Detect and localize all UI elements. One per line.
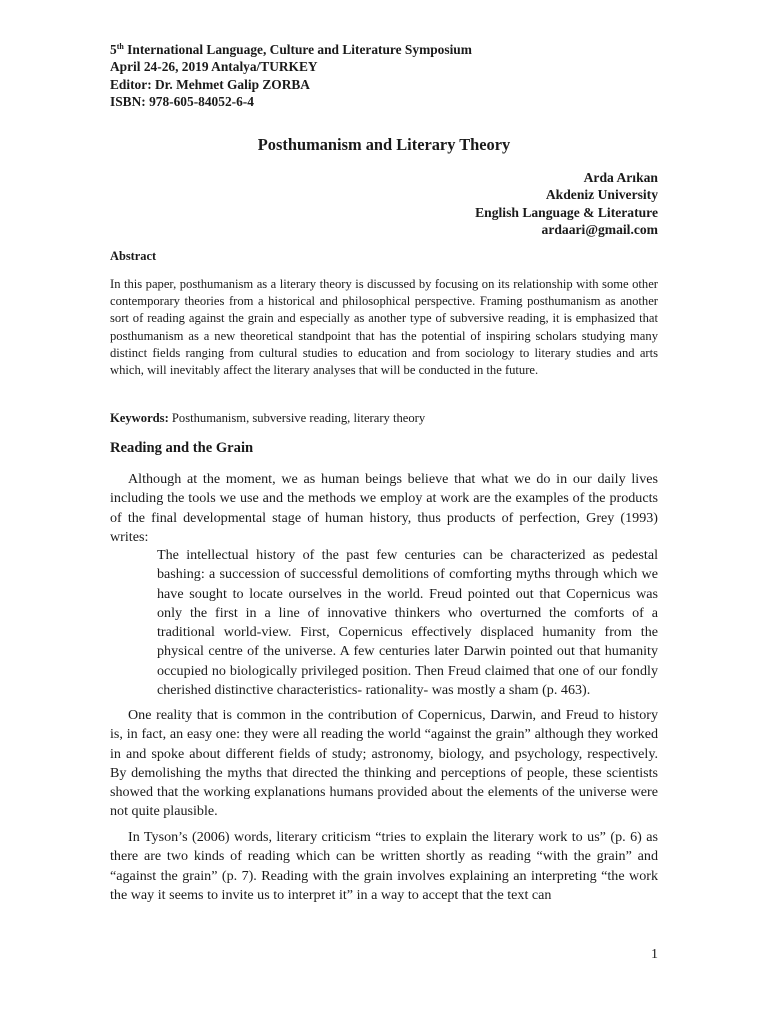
- symposium-ordinal: 5: [110, 42, 117, 57]
- author-department: English Language & Literature: [475, 204, 658, 220]
- body-paragraph-3: In Tyson’s (2006) words, literary criticism “tries to explain the literary work to us” (p. 6) as there are two kinds of reading which can be written shortly as reading “with the grain” and “against the grain” (p. 7). Reading with the grain involves explaining an interpreting “the work the way it seems to invite us to interpret it” in a way to accept that the text can: [110, 829, 658, 903]
- author-email: ardaari@gmail.com: [541, 221, 658, 237]
- page-number: 1: [651, 947, 658, 962]
- symposium-dates: April 24-26, 2019 Antalya/TURKEY: [110, 59, 318, 75]
- symposium-line: [110, 41, 472, 58]
- paper-title: Posthumanism and Literary Theory: [257, 135, 511, 154]
- body-paragraph-1: Although at the moment, we as human beings believe that what we do in our daily lives including the tools we use and the methods we employ at work are the examples of the products of the final developmental stage of human history, thus products of perfection, Grey (1993) writes:: [110, 471, 658, 545]
- abstract-heading: Abstract: [110, 249, 157, 263]
- symposium-editor: Editor: Dr. Mehmet Galip ZORBA: [110, 76, 310, 92]
- symposium-header: [110, 41, 472, 111]
- keywords: [110, 410, 425, 426]
- author-affiliation: Akdeniz University: [545, 187, 658, 203]
- author-block: [475, 169, 658, 238]
- author-name: Arda Arıkan: [583, 170, 658, 185]
- keywords-text: Posthumanism, subversive reading, literary theory: [168, 411, 426, 425]
- section-heading: Reading and the Grain: [110, 440, 254, 456]
- abstract-body: In this paper, posthumanism as a literary theory is discussed by focusing on its relationship with some other contemporary theories from a historical and philosophical perspective. Framing posthumanism as another sort of reading against the grain and especially as another type of subversive reading, it is emphasized that posthumanism as a new theoretical standpoint that has the potential of inspiring scholars studying many distinct fields ranging from cultural studies to education and from sociology to literary studies and arts which, will inevitably affect the literary analyses that will be conducted in the future.: [110, 277, 658, 378]
- symposium-ordinal-suffix: th: [116, 42, 124, 51]
- block-quote: The intellectual history of the past few centuries can be characterized as pedestal bashing: a succession of successful demolitions of comforting myths through which we have sought to locate ourselves in the world. Freud pointed out that Copernicus was only the first in a line of innovative thinkers who overturned the comforts of a traditional world-view. First, Copernicus effectively displaced humanity from the physical centre of the universe. A few centuries later Darwin pointed out that humanity occupied no biologically privileged position. Then Freud claimed that one of our fondly cherished distinctive characteristics- rationality- was mostly a sham (p. 463).: [157, 547, 658, 699]
- body-paragraph-2: One reality that is common in the contribution of Copernicus, Darwin, and Freud to history is, in fact, an easy one: they were all reading the world “against the grain” although they worked in and spoke about different fields of study; astronomy, biology, and psychology, respectively. By demolishing the myths that directed the thinking and perceptions of people, these scientists showed that the working explanations humans provided about the elements of the universe were not quite plausible.: [110, 707, 658, 820]
- symposium-name: International Language, Culture and Literature Symposium: [123, 42, 472, 57]
- symposium-isbn: ISBN: 978-605-84052-6-4: [110, 94, 254, 110]
- keywords-label: Keywords:: [110, 411, 169, 425]
